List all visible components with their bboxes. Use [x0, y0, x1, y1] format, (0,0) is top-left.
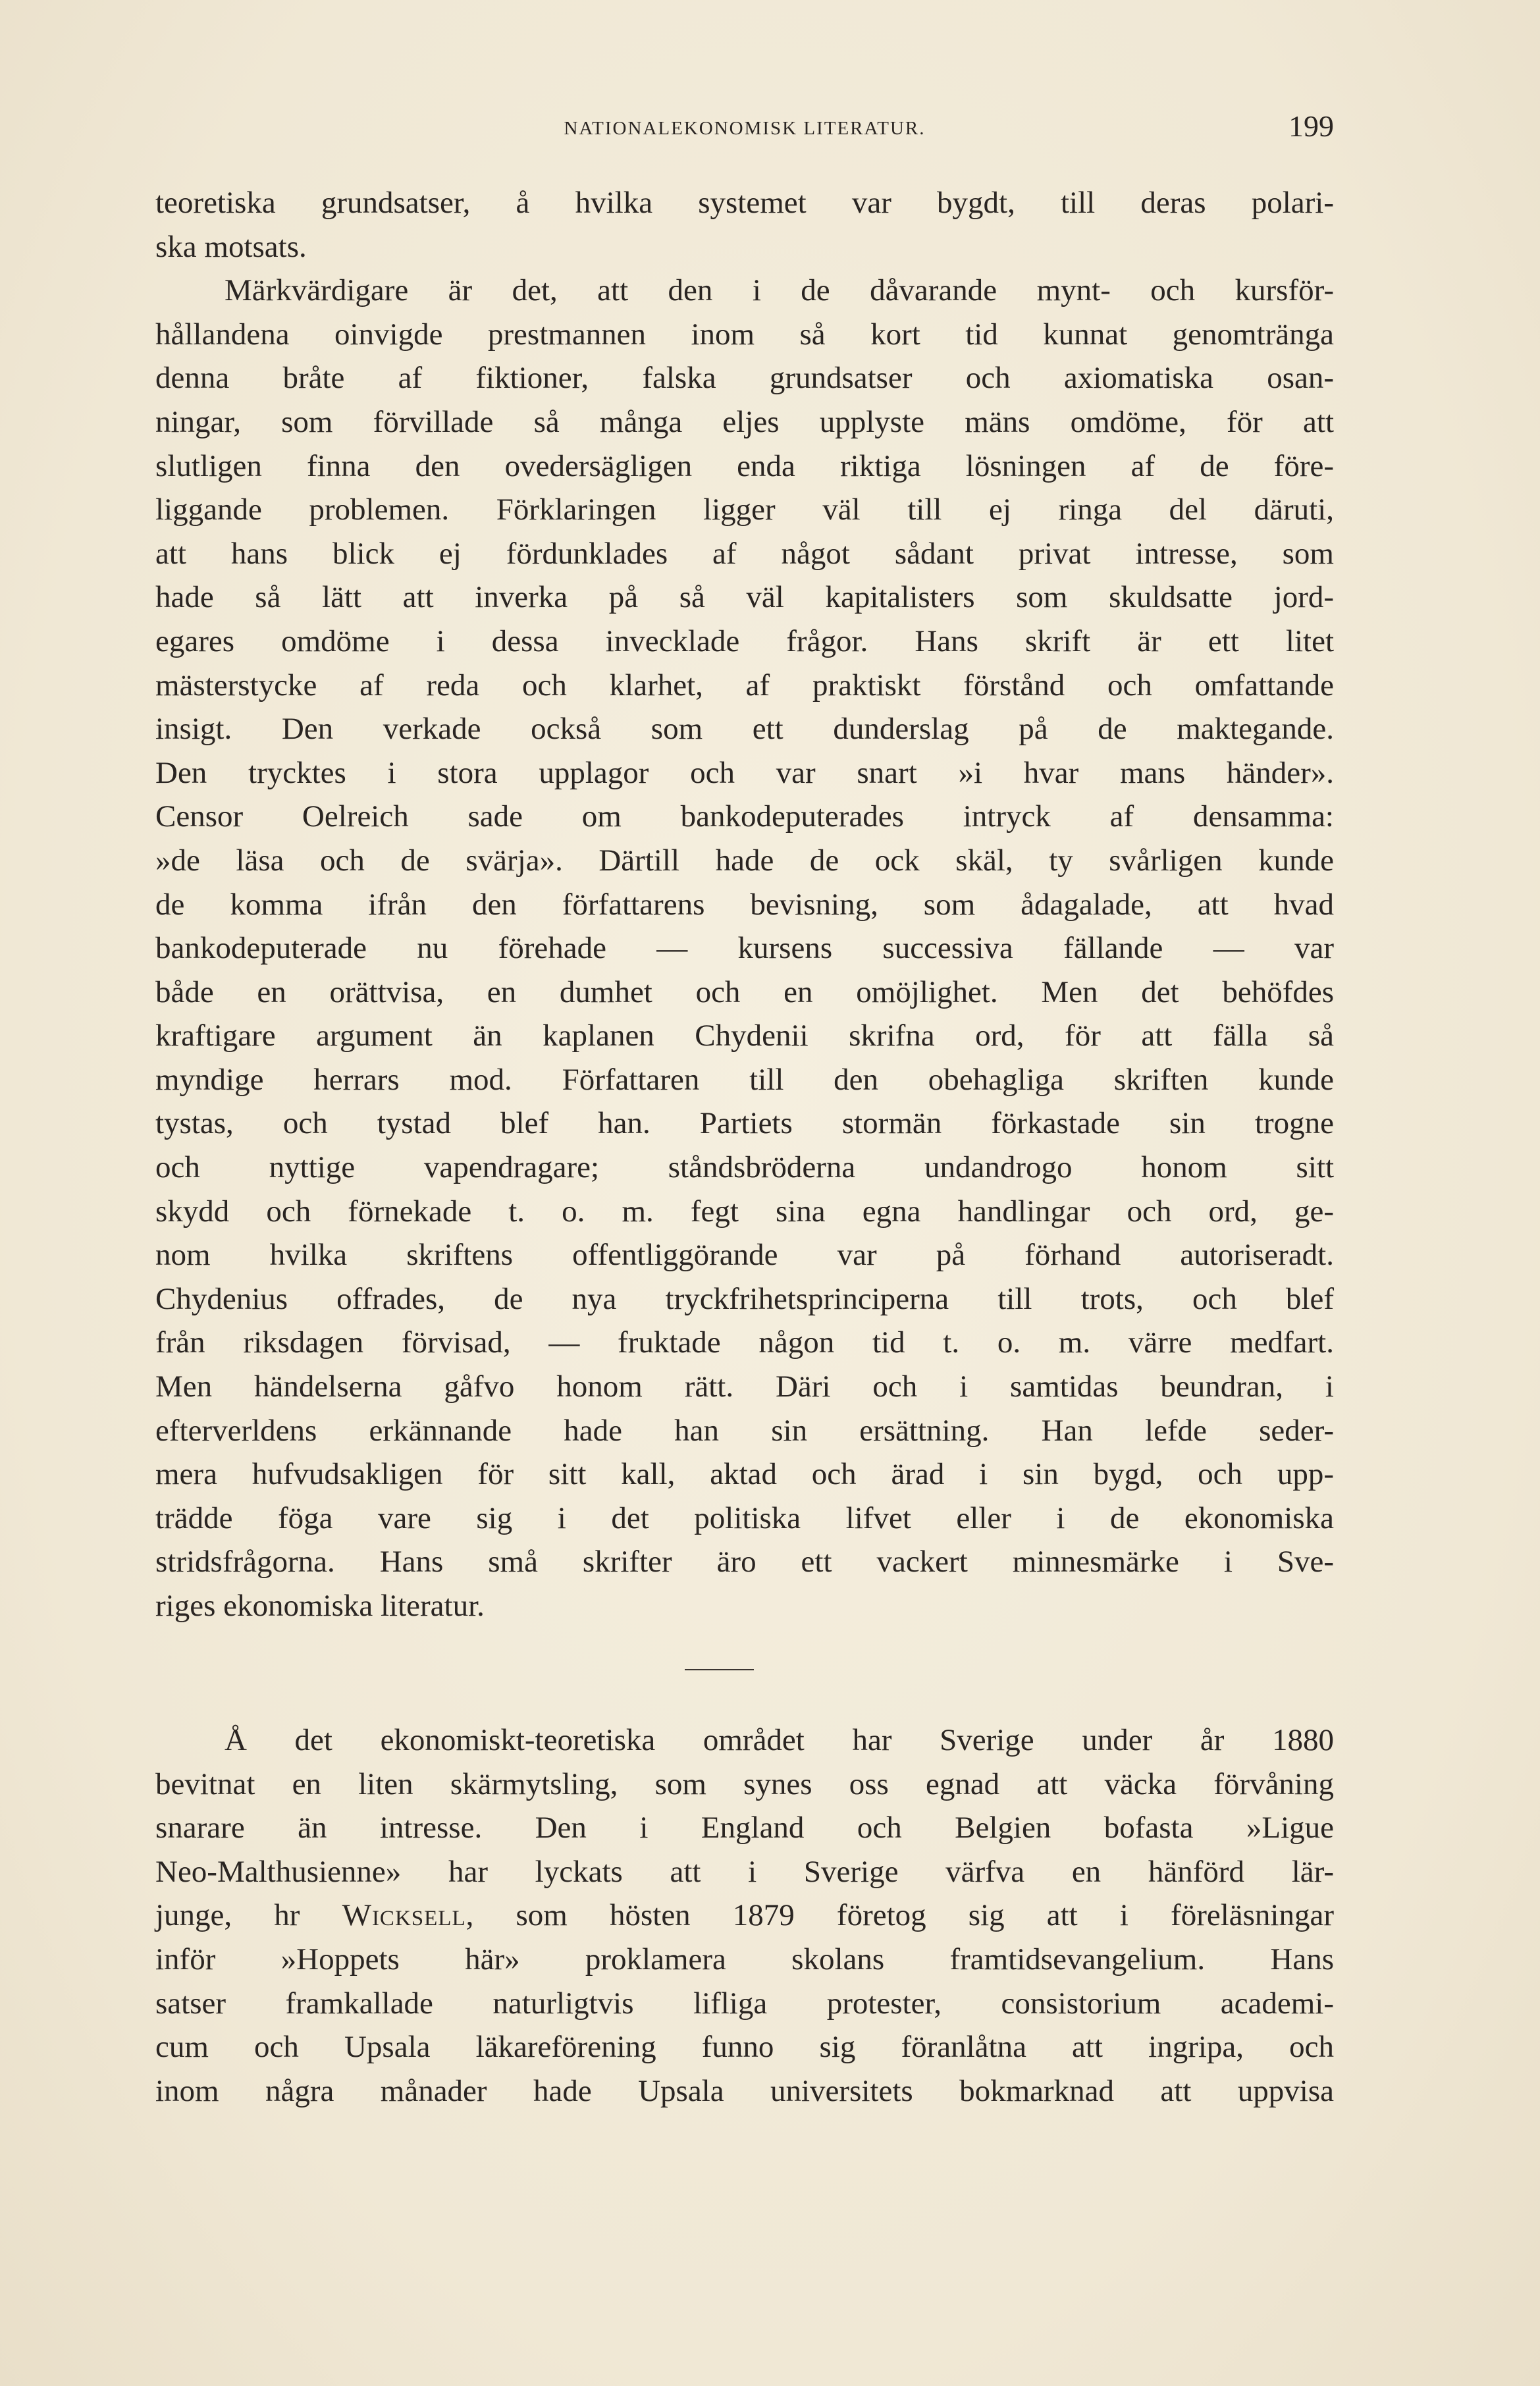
text-line: skydd och förnekade t. o. m. fegt sina egna handlingar och ord, ge-: [155, 1194, 1334, 1229]
text-line: Den trycktes i stora upplagor och var snart »i hvar mans händer».: [155, 755, 1334, 790]
author-name: Wicksell: [342, 1898, 466, 1933]
section-divider: [685, 1669, 754, 1670]
text-line: efterverldens erkännande hade han sin ersättning. Han lefde seder-: [155, 1413, 1334, 1448]
text-fragment: junge, hr: [155, 1898, 342, 1933]
text-line: nom hvilka skriftens offentliggörande var på förhand autoriseradt.: [155, 1238, 1334, 1273]
section-text: [155, 1718, 1334, 2113]
text-line: ska motsats.: [155, 229, 307, 264]
text-line: hade så lätt att inverka på så väl kapitalisters som skuldsatte jord-: [155, 580, 1334, 615]
text-line: »de läsa och de svärja». Därtill hade de ock skäl, ty svårligen kunde: [155, 843, 1334, 878]
text-line: myndige herrars mod. Författaren till den obehagliga skriften kunde: [155, 1062, 1334, 1097]
text-line: Å det ekonomiskt-teoretiska området har Sverige under år 1880: [225, 1723, 1334, 1757]
text-line: mera hufvudsakligen för sitt kall, aktad och ärad i sin bygd, och upp-: [155, 1457, 1334, 1492]
text-line: ningar, som förvillade så många eljes upplyste mäns omdöme, för att: [155, 404, 1334, 439]
text-line: [155, 1894, 1334, 1938]
text-line: Märkvärdigare är det, att den i de dåvarande mynt- och kursför-: [225, 273, 1334, 308]
text-line: Chydenius offrades, de nya tryckfrihetsprinciperna till trots, och blef: [155, 1281, 1334, 1316]
text-line: bevitnat en liten skärmytsling, som synes oss egnad att väcka förvåning: [155, 1766, 1334, 1801]
page-header: [155, 109, 1334, 148]
main-text: [155, 181, 1334, 1628]
text-line: egares omdöme i dessa invecklade frågor. Hans skrift är ett litet: [155, 623, 1334, 658]
text-line: kraftigare argument än kaplanen Chydenii skrifna ord, för att fälla så: [155, 1019, 1334, 1053]
text-line: mästerstycke af reda och klarhet, af praktiskt förstånd och omfattande: [155, 668, 1334, 703]
text-line: Censor Oelreich sade om bankodeputerades intryck af densamma:: [155, 799, 1334, 834]
text-line: de komma ifrån den författarens bevisning, som ådagalade, att hvad: [155, 887, 1334, 922]
text-line: denna bråte af fiktioner, falska grundsatser och axiomatiska osan-: [155, 361, 1334, 396]
text-line: liggande problemen. Förklaringen ligger väl till ej ringa del däruti,: [155, 492, 1334, 527]
text-line: teoretiska grundsatser, å hvilka systemet var bygdt, till deras polari-: [155, 186, 1334, 220]
text-line: att hans blick ej fördunklades af något sådant privat intresse, som: [155, 536, 1334, 571]
text-line: och nyttige vapendragare; ståndsbröderna undandrogo honom sitt: [155, 1150, 1334, 1185]
page-number: 199: [1288, 109, 1334, 143]
text-line: trädde föga vare sig i det politiska lifvet eller i de ekonomiska: [155, 1500, 1334, 1535]
text-line: hållandena oinvigde prestmannen inom så kort tid kunnat genomtränga: [155, 317, 1334, 352]
text-line: inför »Hoppets här» proklamera skolans framtidsevangelium. Hans: [155, 1942, 1334, 1976]
text-line: både en orättvisa, en dumhet och en omöjlighet. Men det behöfdes: [155, 974, 1334, 1009]
text-line: Neo-Malthusienne» har lyckats att i Sverige värfva en hänförd lär-: [155, 1854, 1334, 1889]
text-line: snarare än intresse. Den i England och Belgien bofasta »Ligue: [155, 1811, 1334, 1845]
text-line: bankodeputerade nu förehade — kursens successiva fällande — var: [155, 931, 1334, 966]
running-title: NATIONALEKONOMISK LITERATUR.: [564, 118, 926, 139]
text-line: tystas, och tystad blef han. Partiets stormän förkastade sin trogne: [155, 1106, 1334, 1141]
text-line: inom några månader hade Upsala universitets bokmarknad att uppvisa: [155, 2073, 1334, 2108]
text-line: satser framkallade naturligtvis lifliga protester, consistorium academi-: [155, 1986, 1334, 2021]
text-line: cum och Upsala läkareförening funno sig föranlåtna att ingripa, och: [155, 2030, 1334, 2065]
text-fragment: , som hösten 1879 företog sig att i föreläsningar: [465, 1898, 1334, 1933]
text-line: från riksdagen förvisad, — fruktade någon tid t. o. m. värre medfart.: [155, 1325, 1334, 1360]
text-line: riges ekonomiska literatur.: [155, 1589, 485, 1623]
text-line: Men händelserna gåfvo honom rätt. Däri och i samtidas beundran, i: [155, 1369, 1334, 1404]
text-line: insigt. Den verkade också som ett dunderslag på de maktegande.: [155, 712, 1334, 747]
text-line: stridsfrågorna. Hans små skrifter äro ett vackert minnesmärke i Sve-: [155, 1545, 1334, 1579]
text-line: slutligen finna den ovedersägligen enda riktiga lösningen af de före-: [155, 448, 1334, 483]
